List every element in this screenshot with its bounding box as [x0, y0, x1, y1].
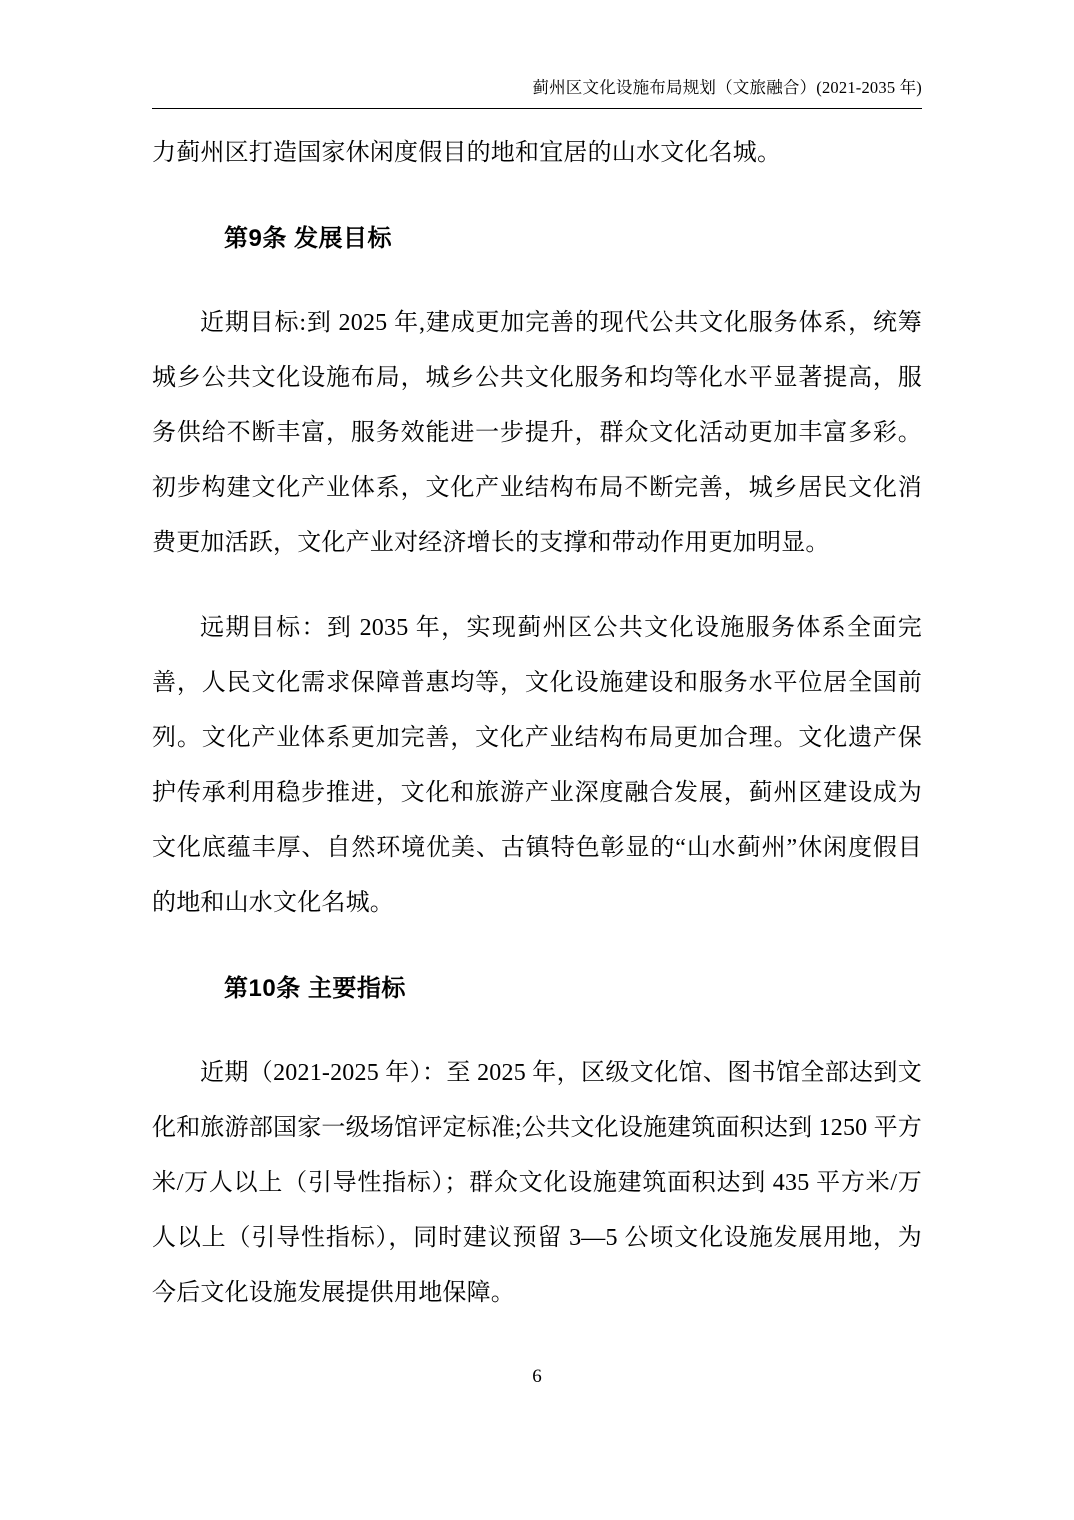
spacer — [152, 571, 922, 601]
spacer — [152, 266, 922, 296]
paragraph-long-term-goal: 远期目标：到 2035 年，实现蓟州区公共文化设施服务体系全面完善，人民文化需求保障普惠均等，文化设施建设和服务水平位居全国前列。文化产业体系更加完善，文化产业结构布局更加合理。文化遗产保护传承利用稳步推进，文化和旅游产业深度融合发展，蓟州区建设成为文化底蕴丰厚、自然环境优美、古镇特色彰显的“山水蓟州”休闲度假目的地和山水文化名城。 — [152, 615, 922, 916]
page-number: 6 — [532, 1366, 542, 1387]
paragraph-near-term-goal: 近期目标:到 2025 年,建成更加完善的现代公共文化服务体系，统筹城乡公共文化设施布局，城乡公共文化服务和均等化水平显著提高，服务供给不断丰富，服务效能进一步提升，群众文化活动更加丰富多彩。初步构建文化产业体系，文化产业结构布局不断完善，城乡居民文化消费更加活跃，文化产业对经济增长的支撑和带动作用更加明显。 — [152, 310, 922, 556]
spacer — [152, 1016, 922, 1046]
header-divider — [152, 108, 922, 109]
heading-article-9: 第9条 发展目标 — [224, 225, 393, 252]
page-content — [152, 0, 922, 1520]
paragraph-continued-line: 力蓟州区打造国家休闲度假目的地和宜居的山水文化名城。 — [152, 140, 782, 166]
heading-article-10: 第10条 主要指标 — [224, 975, 406, 1002]
paragraph-near-term-indicators: 近期（2021-2025 年）：至 2025 年，区级文化馆、图书馆全部达到文化和旅游部国家一级场馆评定标准;公共文化设施建筑面积达到 1250 平方米/万人以上（引导性指标）；群众文化设施建筑面积达到 435 平方米/万人以上（引导性指标），同时建议预留 3—5 公顷文化设施发展用地，为今后文化设施发展提供用地保障。 — [152, 1060, 922, 1306]
spacer — [152, 931, 922, 961]
spacer — [152, 181, 922, 211]
running-header: 蓟州区文化设施布局规划（文旅融合）(2021-2035 年) — [532, 78, 922, 97]
body-text-area — [152, 126, 922, 1321]
